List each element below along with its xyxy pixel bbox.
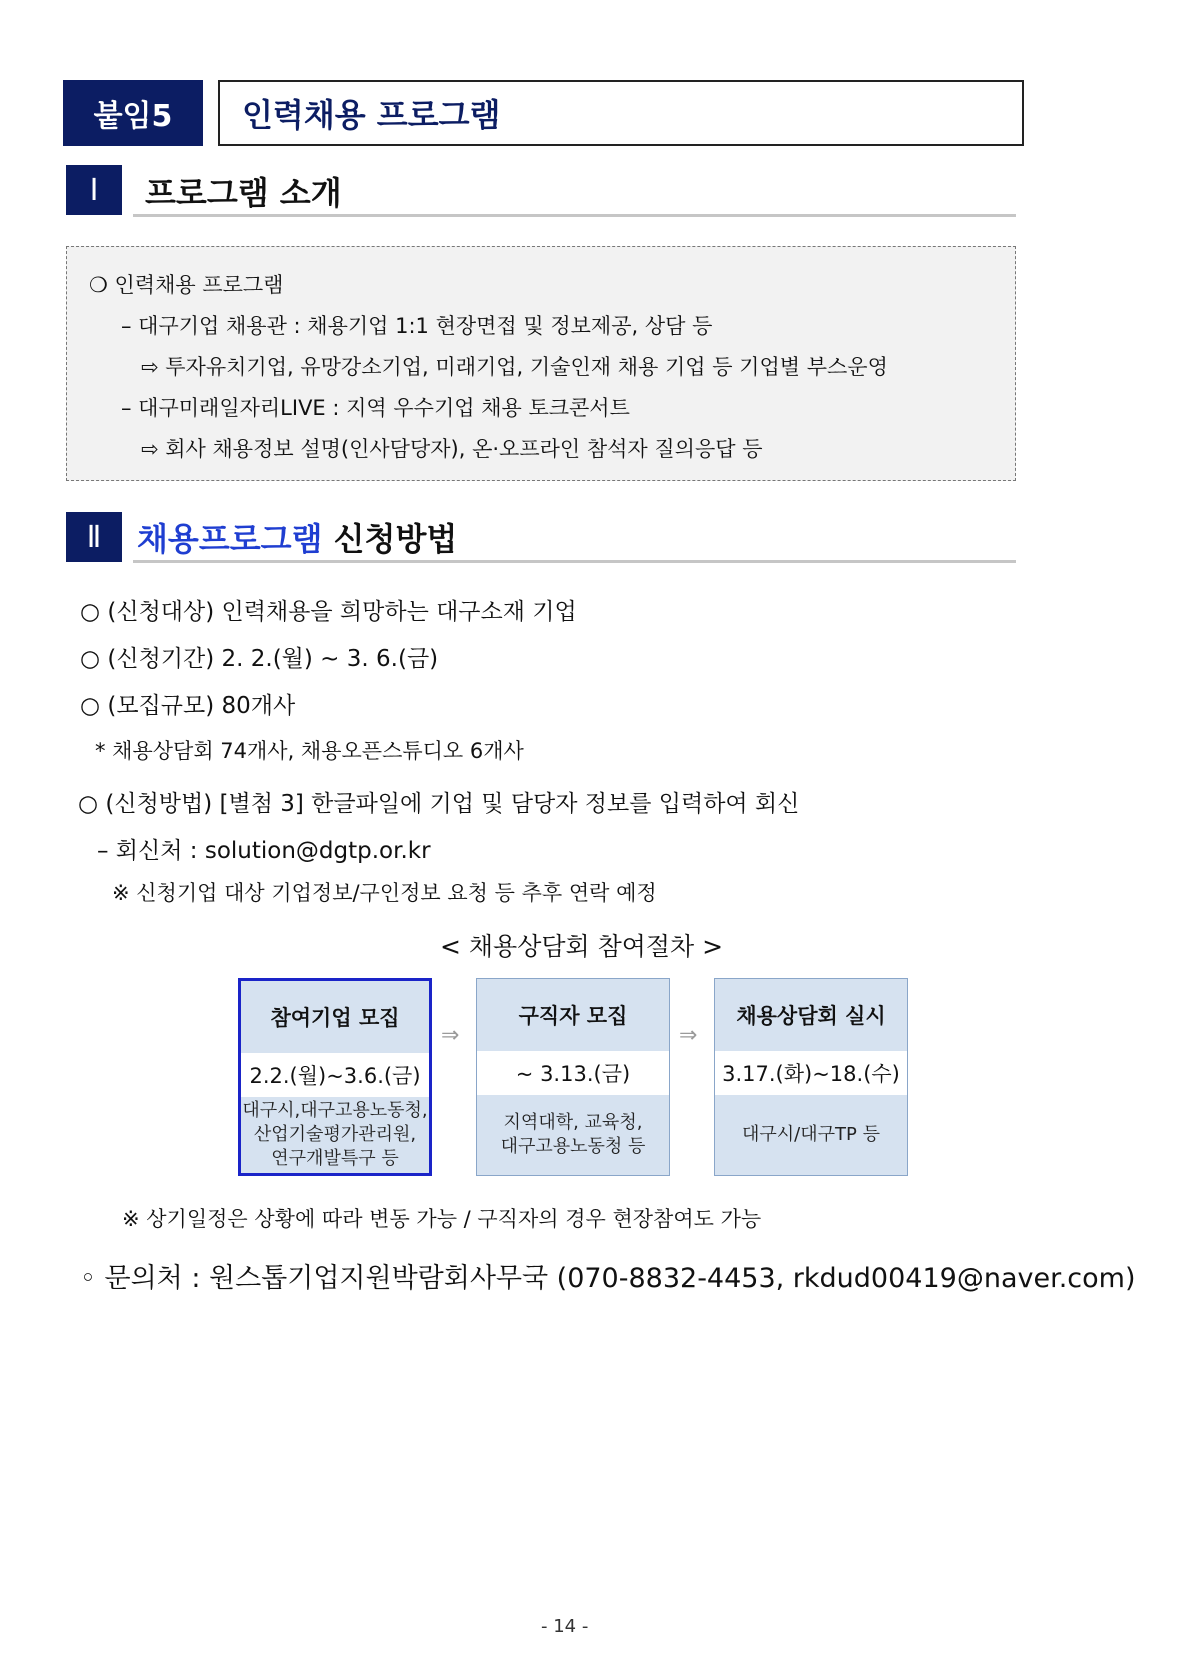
process-step-1-head: 참여기업 모집 xyxy=(270,1006,400,1030)
process-step-1-date: 2.2.(월)~3.6.(금) xyxy=(241,1053,429,1097)
process-step-2-desc-line-2: 대구고용노동청 등 xyxy=(500,1136,646,1157)
process-step-2-desc-line-1: 지역대학, 교육청, xyxy=(503,1112,643,1133)
contact-line: ◦ 문의처 : 원스톱기업지원박람회사무국 (070-8832-4453, rkdud00419@naver.com) xyxy=(80,1263,1136,1294)
section-1-rule xyxy=(133,214,1016,217)
followup-note: ※ 신청기업 대상 기업정보/구인정보 요청 등 추후 연락 예정 xyxy=(112,881,657,905)
section-2-title-rest: 신청방법 xyxy=(322,520,458,558)
apply-period-line: ○ (신청기간) 2. 2.(월) ~ 3. 6.(금) xyxy=(80,646,439,672)
section-2-rule xyxy=(133,560,1016,563)
section-1-number: Ⅰ xyxy=(66,165,122,215)
process-step-2-date: ~ 3.13.(금) xyxy=(477,1051,669,1095)
process-step-3-head: 채용상담회 실시 xyxy=(736,1004,886,1028)
recruit-scale-note: * 채용상담회 74개사, 채용오픈스튜디오 6개사 xyxy=(95,739,524,763)
process-step-1 xyxy=(238,978,432,1176)
process-step-1-desc-line-2: 산업기술평가관리원, xyxy=(253,1124,417,1145)
process-title: < 채용상담회 참여절차 > xyxy=(440,932,724,961)
arrow-right-icon: ⇒ xyxy=(441,1023,460,1048)
intro-line-2: – 대구기업 채용관 : 채용기업 1:1 현장면접 및 정보제공, 상담 등 xyxy=(121,314,713,338)
process-step-1-desc xyxy=(241,1097,429,1173)
process-step-3 xyxy=(714,978,908,1176)
page-number: - 14 - xyxy=(541,1616,589,1637)
process-step-1-desc-line-3: 연구개발특구 등 xyxy=(271,1148,399,1169)
intro-line-3: ⇨ 투자유치기업, 유망강소기업, 미래기업, 기술인재 채용 기업 등 기업별 부스운영 xyxy=(141,355,888,379)
attachment-title: 인력채용 프로그램 xyxy=(242,96,501,134)
apply-target-line: ○ (신청대상) 인력채용을 희망하는 대구소재 기업 xyxy=(80,599,577,625)
process-step-3-desc xyxy=(715,1095,907,1175)
section-2-title xyxy=(137,514,457,560)
apply-method-line: ○ (신청방법) [별첨 3] 한글파일에 기업 및 담당자 정보를 입력하여 회신 xyxy=(78,791,800,817)
intro-line-4: – 대구미래일자리LIVE : 지역 우수기업 채용 토크콘서트 xyxy=(121,396,630,420)
attachment-title-box xyxy=(218,80,1024,146)
attachment-badge-label: 붙임5 xyxy=(93,99,173,134)
process-step-2-desc xyxy=(477,1095,669,1175)
arrow-right-icon: ⇒ xyxy=(679,1023,698,1048)
section-2-title-highlight: 채용프로그램 xyxy=(137,520,323,558)
attachment-badge xyxy=(63,80,203,146)
intro-line-5: ⇨ 회사 채용정보 설명(인사담당자), 온·오프라인 참석자 질의응답 등 xyxy=(141,437,763,461)
recruit-scale-line: ○ (모집규모) 80개사 xyxy=(80,693,296,719)
section-2-number: Ⅱ xyxy=(66,512,122,562)
section-1-title: 프로그램 소개 xyxy=(145,174,342,212)
reply-email-line: – 회신처 : solution@dgtp.or.kr xyxy=(97,838,431,864)
process-step-3-date: 3.17.(화)~18.(수) xyxy=(715,1051,907,1095)
process-step-3-desc-line-1: 대구시/대구TP 등 xyxy=(742,1124,880,1145)
schedule-note: ※ 상기일정은 상황에 따라 변동 가능 / 구직자의 경우 현장참여도 가능 xyxy=(122,1207,762,1231)
process-step-2-head: 구직자 모집 xyxy=(518,1004,628,1028)
intro-line-1: ❍ 인력채용 프로그램 xyxy=(89,273,284,297)
process-step-1-desc-line-1: 대구시,대구고용노동청, xyxy=(242,1100,428,1121)
program-intro-box xyxy=(66,246,1016,481)
process-step-2 xyxy=(476,978,670,1176)
